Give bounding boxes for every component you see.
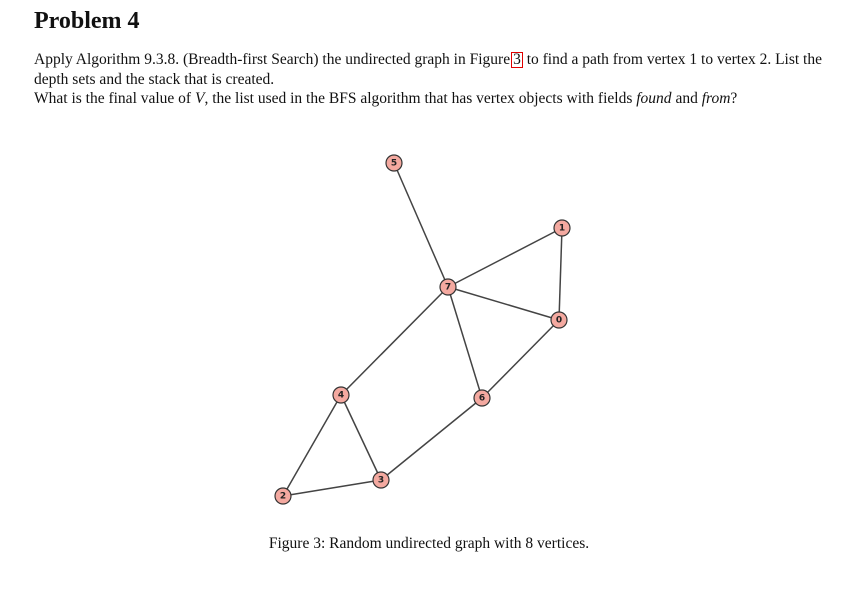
figure-caption: Figure 3: Random undirected graph with 8 vertices.: [268, 535, 590, 552]
paragraph-2-text-b: , the list used in the BFS algorithm that has vertex objects with fields: [204, 90, 637, 107]
edge-5-7: [394, 163, 448, 287]
variable-v: V: [194, 90, 205, 107]
field-found: found: [636, 90, 672, 107]
figure-reference-link[interactable]: 3: [513, 51, 521, 68]
field-from: from: [701, 90, 731, 107]
vertex-1: [554, 220, 570, 236]
vertex-label: 7: [444, 282, 452, 293]
vertex-label: 0: [555, 315, 563, 326]
edge-7-6: [448, 287, 482, 398]
graph-nodes: [275, 155, 570, 504]
edge-7-4: [341, 287, 448, 395]
vertex-label: 2: [279, 491, 287, 502]
vertex-6: [474, 390, 490, 406]
vertex-label: 6: [478, 393, 486, 404]
vertex-7: [440, 279, 456, 295]
edge-7-0: [448, 287, 559, 320]
paragraph-2-text-a: What is the final value of: [34, 90, 195, 107]
edge-7-1: [448, 228, 562, 287]
paragraph-1-text-a: Apply Algorithm 9.3.8. (Breadth-first Search) the undirected graph in Figure: [34, 51, 511, 68]
edge-4-2: [283, 395, 341, 496]
vertex-label: 1: [558, 223, 566, 234]
paragraph-2-and: and: [671, 90, 702, 107]
problem-title: Problem 4: [34, 8, 140, 34]
vertex-5: [386, 155, 402, 171]
vertex-label: 4: [337, 390, 345, 401]
graph-edges: [283, 163, 562, 496]
vertex-0: [551, 312, 567, 328]
edge-2-3: [283, 480, 381, 496]
paragraph-2-end: ?: [730, 90, 738, 107]
vertex-label: 5: [390, 158, 398, 169]
vertex-2: [275, 488, 291, 504]
paragraph-1-text-b: to find a path from vertex 1 to vertex 2. List the depth sets and the stack that is created.: [34, 51, 822, 88]
edge-1-0: [559, 228, 562, 320]
vertex-3: [373, 472, 389, 488]
vertex-4: [333, 387, 349, 403]
edge-4-3: [341, 395, 381, 480]
edge-0-6: [482, 320, 559, 398]
edge-6-3: [381, 398, 482, 480]
vertex-label: 3: [377, 475, 385, 486]
